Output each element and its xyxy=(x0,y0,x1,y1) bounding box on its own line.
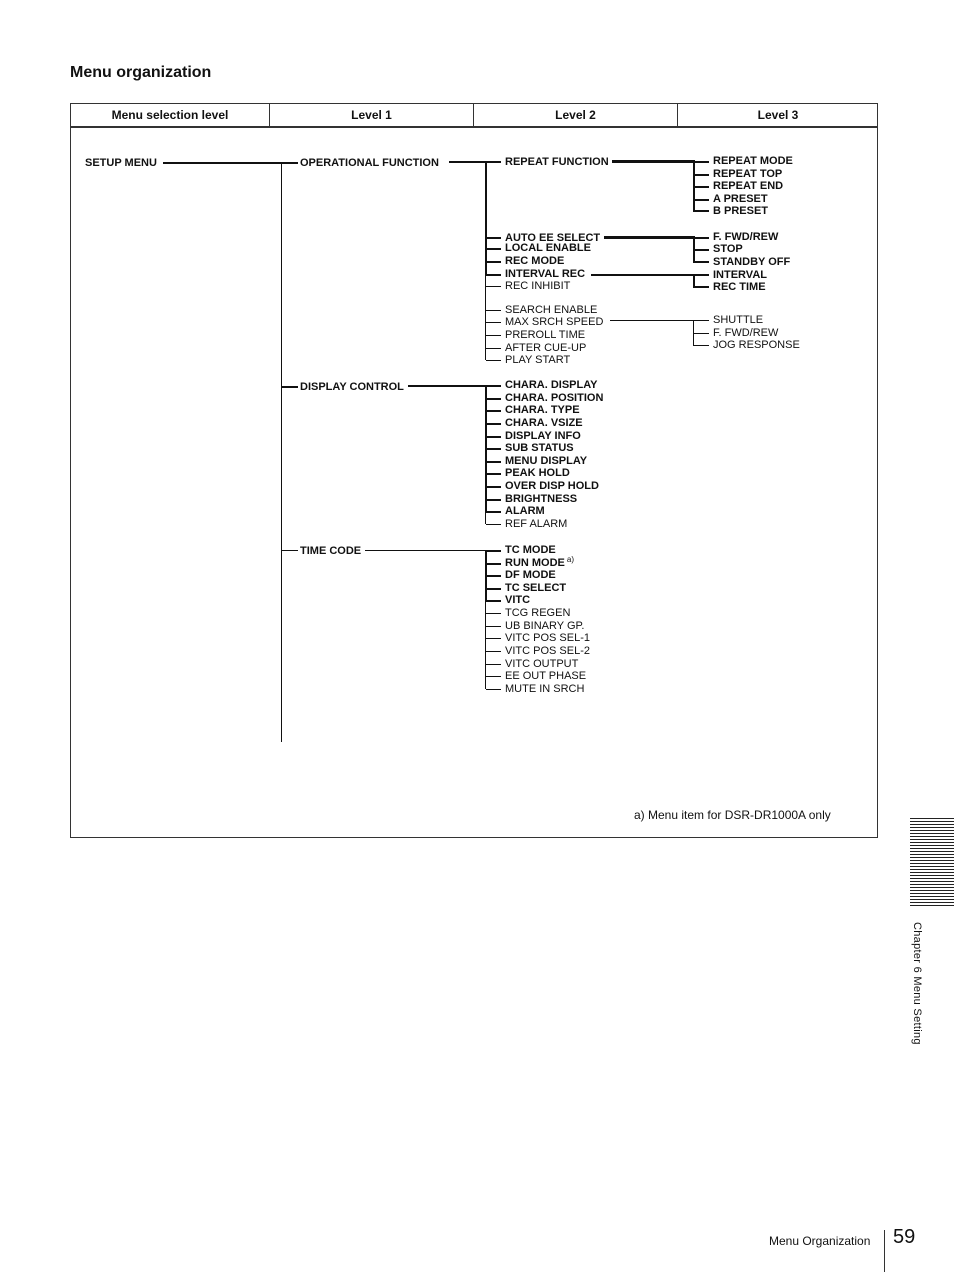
connector-line xyxy=(486,348,501,349)
tree-node-operational-function: OPERATIONAL FUNCTION xyxy=(300,157,439,169)
footnote-marker: a) xyxy=(566,555,575,564)
connector-line xyxy=(486,676,501,677)
connector-line xyxy=(591,274,694,276)
tree-node-interval-rec: INTERVAL REC xyxy=(505,268,586,280)
connector-line xyxy=(485,398,501,400)
tree-node-local-enable: LOCAL ENABLE xyxy=(505,242,591,254)
chapter-label: Chapter 6 Menu Setting xyxy=(911,922,923,1045)
tree-node-chara-type: CHARA. TYPE xyxy=(505,404,580,416)
tree-node-rec-inhibit: REC INHIBIT xyxy=(505,280,571,292)
tree-node-sub-status: SUB STATUS xyxy=(505,442,574,454)
connector-line xyxy=(693,237,709,239)
connector-line xyxy=(485,248,501,250)
tree-node-ub-binary-gp: UB BINARY GP. xyxy=(505,620,585,632)
tree-node-setup-menu: SETUP MENU xyxy=(85,157,157,169)
tree-node-tcg-regen: TCG REGEN xyxy=(505,607,571,619)
connector-line xyxy=(693,174,709,176)
tree-node-mute-in-srch: MUTE IN SRCH xyxy=(505,683,585,695)
connector-line xyxy=(485,486,501,488)
tree-node-vitc-output: VITC OUTPUT xyxy=(505,658,579,670)
tree-node-chara-position: CHARA. POSITION xyxy=(505,392,604,404)
connector-line xyxy=(693,333,709,334)
tree-node-ee-out-phase: EE OUT PHASE xyxy=(505,670,587,682)
connector-line xyxy=(486,360,501,361)
tree-node-vitc-pos-sel-1: VITC POS SEL-1 xyxy=(505,632,590,644)
connector-line xyxy=(485,600,501,602)
connector-line xyxy=(486,524,501,525)
footer-section-title: Menu Organization xyxy=(769,1234,871,1248)
tree-node-jog-response: JOG RESPONSE xyxy=(713,339,800,351)
connector-line xyxy=(485,511,501,513)
tree-node-alarm: ALARM xyxy=(505,505,545,517)
header-level-2: Level 2 xyxy=(555,108,596,122)
header-level-3: Level 3 xyxy=(757,108,799,122)
connector-line xyxy=(485,448,501,450)
tree-node-display-info: DISPLAY INFO xyxy=(505,430,581,442)
connector-line xyxy=(485,161,501,163)
header-level-1: Level 1 xyxy=(351,108,392,122)
connector-line xyxy=(693,186,709,188)
tree-node-time-code: TIME CODE xyxy=(300,545,362,557)
tree-node-shuttle: SHUTTLE xyxy=(713,314,764,326)
connector-line xyxy=(486,286,501,287)
tree-node-b-preset: B PRESET xyxy=(713,205,769,217)
footnote: a) Menu item for DSR-DR1000A only xyxy=(634,808,831,822)
tree-node-over-disp-hold: OVER DISP HOLD xyxy=(505,480,599,492)
connector-line xyxy=(485,237,501,239)
connector-line xyxy=(693,249,709,251)
connector-line xyxy=(485,550,501,552)
connector-line xyxy=(486,626,501,627)
run-mode-label: RUN MODE xyxy=(505,557,565,569)
tree-node-a-preset: A PRESET xyxy=(713,193,768,205)
tree-node-rec-mode: REC MODE xyxy=(505,255,565,267)
connector-line xyxy=(485,423,501,425)
connector-line xyxy=(486,613,501,614)
tree-node-repeat-top: REPEAT TOP xyxy=(713,168,783,180)
tree-node-peak-hold: PEAK HOLD xyxy=(505,467,570,479)
connector-line xyxy=(485,563,501,565)
connector-line xyxy=(486,689,501,690)
tree-node-preroll-time: PREROLL TIME xyxy=(505,329,586,341)
connector-line xyxy=(449,161,486,163)
connector-line xyxy=(281,162,282,742)
tree-node-standby-off: STANDBY OFF xyxy=(713,256,791,268)
tree-node-tc-select: TC SELECT xyxy=(505,582,567,594)
connector-line xyxy=(485,512,486,524)
connector-line xyxy=(485,473,501,475)
connector-line xyxy=(693,345,709,346)
connector-line xyxy=(486,335,501,336)
connector-line xyxy=(485,385,501,387)
connector-line xyxy=(693,261,709,263)
tree-node-brightness: BRIGHTNESS xyxy=(505,493,578,505)
tree-node-f-fwd-rew-speed: F. FWD/REW xyxy=(713,327,779,339)
connector-line xyxy=(612,160,694,163)
tree-node-max-srch-speed: MAX SRCH SPEED xyxy=(505,316,604,328)
connector-line xyxy=(693,210,709,212)
connector-line xyxy=(485,274,501,276)
tree-node-df-mode: DF MODE xyxy=(505,569,556,581)
tree-node-menu-display: MENU DISPLAY xyxy=(505,455,588,467)
tree-node-vitc: VITC xyxy=(505,594,531,606)
connector-line xyxy=(604,236,694,239)
connector-line xyxy=(486,638,501,639)
tree-node-vitc-pos-sel-2: VITC POS SEL-2 xyxy=(505,645,590,657)
connector-line xyxy=(485,436,501,438)
tree-node-repeat-function: REPEAT FUNCTION xyxy=(505,156,609,168)
tree-node-repeat-end: REPEAT END xyxy=(713,180,784,192)
connector-line xyxy=(282,386,298,388)
tree-node-repeat-mode: REPEAT MODE xyxy=(713,155,793,167)
page-number: 59 xyxy=(893,1226,916,1248)
tree-node-tc-mode: TC MODE xyxy=(505,544,556,556)
page-title: Menu organization xyxy=(70,64,212,81)
connector-line xyxy=(486,322,501,323)
connector-line xyxy=(610,320,694,321)
connector-line xyxy=(486,310,501,311)
connector-line xyxy=(163,162,282,164)
tree-node-display-control: DISPLAY CONTROL xyxy=(300,381,404,393)
tree-node-chara-display: CHARA. DISPLAY xyxy=(505,379,598,391)
connector-line xyxy=(485,499,501,501)
tree-node-interval: INTERVAL xyxy=(713,269,767,281)
tree-node-stop: STOP xyxy=(713,243,743,255)
connector-line xyxy=(486,664,501,665)
tree-node-play-start: PLAY START xyxy=(505,354,571,366)
connector-line xyxy=(365,550,486,551)
connector-line xyxy=(693,274,709,276)
connector-line xyxy=(282,162,298,164)
connector-line xyxy=(486,651,501,652)
tree-node-after-cue-up: AFTER CUE-UP xyxy=(505,342,587,354)
connector-line xyxy=(485,575,501,577)
connector-line xyxy=(693,199,709,201)
tree-node-search-enable: SEARCH ENABLE xyxy=(505,304,598,316)
header-rule xyxy=(71,126,877,128)
connector-line xyxy=(485,461,501,463)
connector-line xyxy=(408,385,486,387)
connector-line xyxy=(485,588,501,590)
connector-line xyxy=(693,286,709,288)
connector-line xyxy=(485,410,501,412)
header-menu-selection-level: Menu selection level xyxy=(111,108,229,122)
footer-divider xyxy=(884,1230,885,1272)
connector-line xyxy=(282,550,298,551)
chapter-tab-bars xyxy=(910,818,954,910)
tree-node-chara-vsize: CHARA. VSIZE xyxy=(505,417,583,429)
connector-line xyxy=(485,261,501,263)
connector-line xyxy=(693,320,709,321)
tree-node-ref-alarm: REF ALARM xyxy=(505,518,568,530)
connector-line xyxy=(693,161,709,163)
connector-line xyxy=(485,161,487,276)
tree-node-rec-time: REC TIME xyxy=(713,281,766,293)
tree-node-f-fwd-rew: F. FWD/REW xyxy=(713,231,779,243)
tree-node-auto-ee-select: AUTO EE SELECT xyxy=(505,232,601,244)
